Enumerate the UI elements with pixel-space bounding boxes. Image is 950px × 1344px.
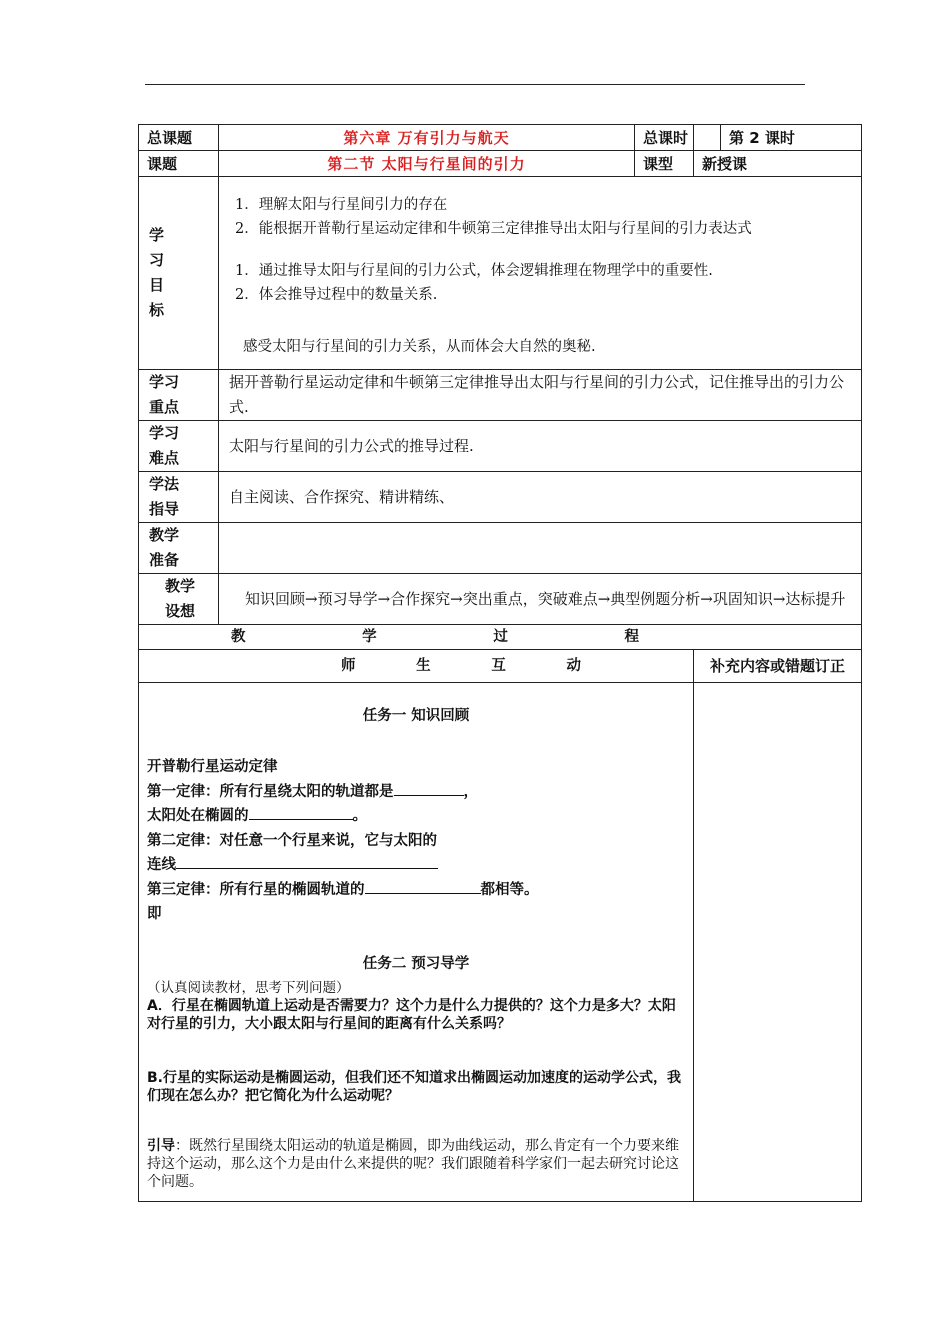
task1-title: 任务一 知识回顾 [362,708,470,724]
task2-note: （认真阅读教材，思考下列问题） [147,979,350,996]
process-header: 教 学 过 程 [139,625,862,650]
ji-line: 即 [147,906,162,922]
law2-blank [176,854,438,869]
process-objective-2: 2．体会推导过程中的数量关系. [235,287,438,303]
class-type-label: 课型 [635,151,694,177]
law1-line-b: 太阳处在椭圆的 。 [147,804,685,829]
supplement-header: 补充内容或错题订正 [694,650,862,683]
objectives-label: 学 习 目 标 [139,177,219,370]
method-label: 学法 指导 [139,472,219,523]
law1-blank-b [249,805,353,820]
session-label: 第 2 课时 [721,125,862,151]
kepler-heading: 开普勒行星运动定律 [147,759,278,775]
key-points-text: 据开普勒行星运动定律和牛顿第三定律推导出太阳与行星间的引力公式，记住推导出的引力公式. [219,370,862,421]
method-text: 自主阅读、合作探究、精讲精练、 [219,472,862,523]
difficulty-text: 太阳与行星间的引力公式的推导过程. [219,421,862,472]
objectives-content [219,177,862,370]
total-hours-value [694,125,721,151]
interaction-content [139,683,694,1202]
task2-title: 任务二 预习导学 [362,955,470,972]
process-objective-1: 1．通过推导太阳与行星间的引力公式，体会逻辑推理在物理学中的重要性. [235,263,713,279]
design-label: 教学 设想 [139,574,219,625]
row-process-header [139,625,862,650]
difficulty-label: 学习 难点 [139,421,219,472]
row-interaction-header [139,650,862,683]
emotion-objective: 感受太阳与行星间的引力关系，从而体会大自然的奥秘. [243,339,596,355]
row-method [139,472,862,523]
design-text: 知识回顾→预习导学→合作探究→突出重点，突破难点→典型例题分析→巩固知识→达标提升 [219,574,862,625]
row-total-topic [139,125,862,151]
key-points-label: 学习 重点 [139,370,219,421]
guide-paragraph: 引导：既然行星围绕太阳运动的轨道是椭圆，即为曲线运动，那么肯定有一个力要来维持这个运动，那么这个力是由什么来提供的呢？我们跟随着科学家们一起去研究讨论这个问题。 [147,1137,679,1190]
row-topic [139,151,862,177]
supplement-content [694,683,862,1202]
law3-line: 第三定律：所有行星的椭圆轨道的 都相等。 [147,878,685,903]
row-design [139,574,862,625]
law1-line-a: 第一定律：所有行星绕太阳的轨道都是 ， [147,780,685,805]
interaction-header: 师 生 互 动 [139,650,694,683]
preparation-label: 教学 准备 [139,523,219,574]
row-objectives [139,177,862,370]
row-preparation [139,523,862,574]
law1-blank-a [394,781,464,796]
row-key-points [139,370,862,421]
row-main-content [139,683,862,1202]
knowledge-objective-1: 1．理解太阳与行星间引力的存在 [235,197,448,213]
lesson-plan-table [138,124,862,1202]
class-type-value: 新授课 [694,151,862,177]
law3-blank [365,879,481,894]
topic-value: 第二节 太阳与行星间的引力 [219,151,635,177]
total-topic-value: 第六章 万有引力与航天 [219,125,635,151]
header-rule [145,84,805,85]
row-difficulty [139,421,862,472]
total-topic-label: 总课题 [139,125,219,151]
topic-label: 课题 [139,151,219,177]
question-a: A．行星在椭圆轨道上运动是否需要力？这个力是什么力提供的？这个力是多大？太阳对行星的引力，大小跟太阳与行星间的距离有什么关系吗？ [147,997,676,1032]
law2-line-a: 第二定律：对任意一个行星来说，它与太阳的 [147,832,437,849]
total-hours-label: 总课时 [635,125,694,151]
knowledge-objective-2: 2．能根据开普勒行星运动定律和牛顿第三定律推导出太阳与行星间的引力表达式 [235,221,752,237]
question-b: B.行星的实际运动是椭圆运动，但我们还不知道求出椭圆运动加速度的运动学公式，我们现在怎么办？把它简化为什么运动呢？ [147,1069,681,1104]
preparation-text [219,523,862,574]
law2-line-b: 连线 [147,853,685,878]
